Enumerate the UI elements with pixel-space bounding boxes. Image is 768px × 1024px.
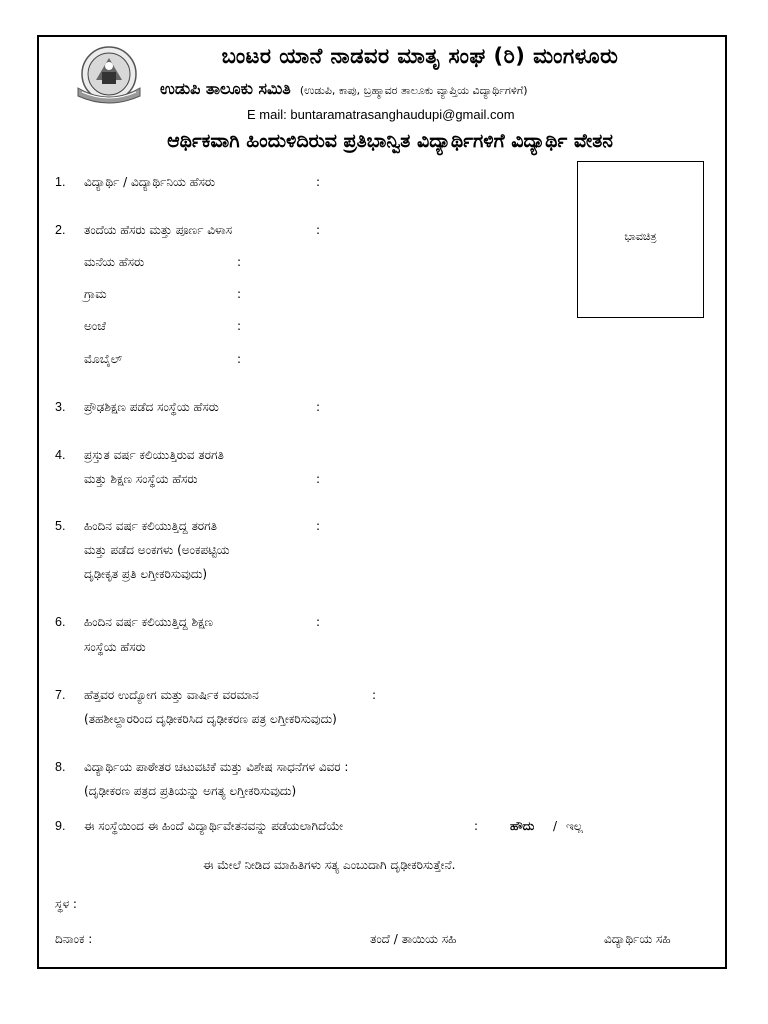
- date-label: ದಿನಾಂಕ :: [55, 932, 93, 946]
- place-label: ಸ್ಥಳ :: [55, 897, 77, 911]
- q2-village-label: ಗ್ರಾಮ: [84, 287, 107, 301]
- q2-label: ತಂದೆಯ ಹೆಸರು ಮತ್ತು ಪೂರ್ಣ ವಿಳಾಸ: [84, 223, 233, 237]
- q6-number: 6.: [55, 615, 66, 629]
- q8-label-line2: (ದೃಢೀಕರಣ ಪತ್ರದ ಪ್ರತಿಯನ್ನು ಅಗತ್ಯ ಲಗ್ತೀಕರಿಸುವುದು): [84, 784, 297, 798]
- photo-label: ಭಾವಚಿತ್ರ: [624, 230, 657, 243]
- q3-number: 3.: [55, 400, 66, 414]
- q1-colon: :: [316, 175, 321, 189]
- q3-label: ಪ್ರೌಢಶಿಕ್ಷಣ ಪಡೆದ ಸಂಸ್ಥೆಯ ಹೆಸರು: [84, 400, 219, 414]
- q6-colon: :: [316, 615, 321, 629]
- q2-house-label: ಮನೆಯ ಹೆಸರು: [84, 255, 145, 269]
- form-title: ಆರ್ಥಿಕವಾಗಿ ಹಿಂದುಳಿದಿರುವ ಪ್ರತಿಭಾನ್ವಿತ ವಿದ್ಯಾರ್ಥಿಗಳಿಗೆ ವಿದ್ಯಾರ್ಥಿ ವೇತನ: [167, 130, 613, 152]
- q9-option-yes: ಹೌದು: [510, 819, 535, 833]
- q5-label-line1: ಹಿಂದಿನ ವರ್ಷ ಕಲಿಯುತ್ತಿದ್ದ ತರಗತಿ: [84, 519, 218, 533]
- q2-village-colon: :: [237, 287, 242, 301]
- email-line: E mail: buntaramatrasanghaudupi@gmail.com: [247, 107, 515, 122]
- q8-number: 8.: [55, 760, 66, 774]
- q9-colon: :: [474, 819, 479, 833]
- q9-label: ಈ ಸಂಸ್ಥೆಯಿಂದ ಈ ಹಿಂದೆ ವಿದ್ಯಾರ್ಥಿವೇತನವನ್ನು ಪಡೆಯಲಾಗಿದೆಯೇ: [84, 819, 344, 833]
- q2-post-label: ಅಂಚೆ: [84, 319, 106, 333]
- q6-label-line2: ಸಂಸ್ಥೆಯ ಹೆಸರು: [84, 640, 146, 654]
- q7-label-line1: ಹೆತ್ತವರ ಉದ್ಯೋಗ ಮತ್ತು ವಾರ್ಷಿಕ ವರಮಾನ: [84, 688, 259, 702]
- q5-number: 5.: [55, 519, 66, 533]
- committee-line: [160, 79, 528, 99]
- q5-colon: :: [316, 519, 321, 533]
- q4-label-line2: ಮತ್ತು ಶಿಕ್ಷಣ ಸಂಸ್ಥೆಯ ಹೆಸರು: [84, 472, 198, 486]
- q9-separator: /: [553, 819, 558, 833]
- q2-mobile-colon: :: [237, 352, 242, 366]
- q1-label: ವಿದ್ಯಾರ್ಥಿ / ವಿದ್ಯಾರ್ಥಿನಿಯ ಹೆಸರು: [84, 175, 216, 189]
- q3-colon: :: [316, 400, 321, 414]
- parent-signature-label: ತಂದೆ / ತಾಯಿಯ ಸಹಿ: [370, 932, 457, 946]
- q9-number: 9.: [55, 819, 66, 833]
- q5-label-line2: ಮತ್ತು ಪಡೆದ ಅಂಕಗಳು (ಅಂಕಪಟ್ಟಿಯ: [84, 543, 230, 557]
- association-title: ಬಂಟರ ಯಾನೆ ನಾಡವರ ಮಾತೃ ಸಂಘ (ರಿ) ಮಂಗಳೂರು: [221, 44, 619, 68]
- q2-colon: :: [316, 223, 321, 237]
- q9-option-no: ಇಲ್ಲ: [566, 819, 584, 833]
- q8-label-line1: ವಿದ್ಯಾರ್ಥಿಯ ಪಾಠೇತರ ಚಟುವಟಿಕೆ ಮತ್ತು ವಿಶೇಷ ಸಾಧನೆಗಳ ವಿವರ :: [84, 760, 349, 774]
- q1-number: 1.: [55, 175, 66, 189]
- association-logo-icon: [72, 44, 146, 110]
- photo-box: [577, 161, 704, 318]
- q5-label-line3: ದೃಢೀಕೃತ ಪ್ರತಿ ಲಗ್ತೀಕರಿಸುವುದು): [84, 567, 208, 581]
- q2-number: 2.: [55, 223, 66, 237]
- q7-colon: :: [372, 688, 377, 702]
- q4-number: 4.: [55, 448, 66, 462]
- q4-colon: :: [316, 472, 321, 486]
- q6-label-line1: ಹಿಂದಿನ ವರ್ಷ ಕಲಿಯುತ್ತಿದ್ದ ಶಿಕ್ಷಣ: [84, 615, 214, 629]
- q7-number: 7.: [55, 688, 66, 702]
- student-signature-label: ವಿದ್ಯಾರ್ಥಿಯ ಸಹಿ: [604, 932, 671, 946]
- q2-mobile-label: ಮೊಬೈಲ್: [84, 352, 123, 366]
- committee-name: ಉಡುಪಿ ತಾಲೂಕು ಸಮಿತಿ: [160, 79, 291, 98]
- declaration-text: ಈ ಮೇಲೆ ನೀಡಿದ ಮಾಹಿತಿಗಳು ಸತ್ಯ ಎಂಬುದಾಗಿ ದೃಢೀಕರಿಸುತ್ತೇನೆ.: [203, 858, 456, 872]
- q2-post-colon: :: [237, 319, 242, 333]
- q4-label-line1: ಪ್ರಸ್ತುತ ವರ್ಷ ಕಲಿಯುತ್ತಿರುವ ತರಗತಿ: [84, 448, 224, 462]
- q2-house-colon: :: [237, 255, 242, 269]
- q7-label-line2: (ತಹಶೀಲ್ದಾರರಿಂದ ದೃಢೀಕರಿಸಿದ ದೃಢೀಕರಣ ಪತ್ರ ಲಗ್ತೀಕರಿಸುವುದು): [84, 712, 337, 726]
- committee-note: (ಉಡುಪಿ, ಕಾಪು, ಬ್ರಹ್ಮಾವರ ತಾಲೂಕು ವ್ಯಾಪ್ತಿಯ ವಿದ್ಯಾರ್ಥಿಗಳಿಗೆ): [299, 84, 528, 97]
